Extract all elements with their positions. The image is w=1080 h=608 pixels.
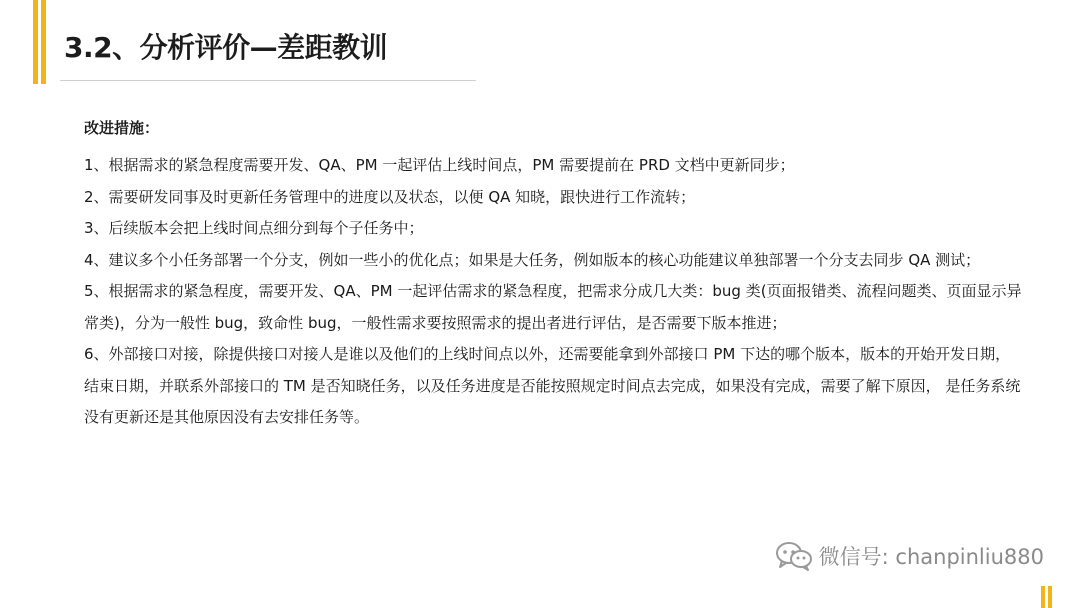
accent-bar-left-2 [41, 0, 46, 84]
accent-bar-right-1 [1041, 586, 1045, 608]
list-item: 1、根据需求的紧急程度需要开发、QA、PM 一起评估上线时间点，PM 需要提前在 PRD 文档中更新同步； [84, 156, 795, 174]
watermark [775, 540, 1044, 572]
list-item: 2、需要研发同事及时更新任务管理中的进度以及状态，以便 QA 知晓，跟快进行工作流转； [84, 187, 696, 206]
watermark-text: 微信号: chanpinliu880 [818, 545, 1044, 569]
section-label: 改进措施： [84, 119, 160, 137]
slide-content [84, 116, 1024, 434]
slide-title: 3.2、分析评价—差距教训 [64, 31, 388, 64]
accent-bar-right-2 [1048, 586, 1052, 608]
accent-bar-left-1 [33, 0, 38, 84]
title-divider [60, 80, 476, 81]
list-item: 3、后续版本会把上线时间点细分到每个子任务中； [84, 219, 424, 237]
list-item: 6、外部接口对接，除提供接口对接人是谁以及他们的上线时间点以外，还需要能拿到外部接口 PM 下达的哪个版本，版本的开始开发日期，结束日期，并联系外部接口的 TM 是否知晓任务，以及任务进度是否能按照规定时间点去完成，如果没有完成，需要了解下原因， 是任务系统没有更新还是其他原因没有去安排任务等。 [84, 345, 1021, 426]
list-item: 4、建议多个小任务部署一个分支，例如一些小的优化点；如果是大任务，例如版本的核心功能建议单独部署一个分支去同步 QA 测试； [84, 250, 981, 269]
list-item: 5、根据需求的紧急程度，需要开发、QA、PM 一起评估需求的紧急程度，把需求分成几大类：bug 类(页面报错类、流程问题类、页面显示异常类)，分为一般性 bug，致命性 bug，一般性需求要按照需求的提出者进行评估，是否需要下版本推进； [84, 282, 1022, 332]
wechat-icon [775, 540, 813, 572]
